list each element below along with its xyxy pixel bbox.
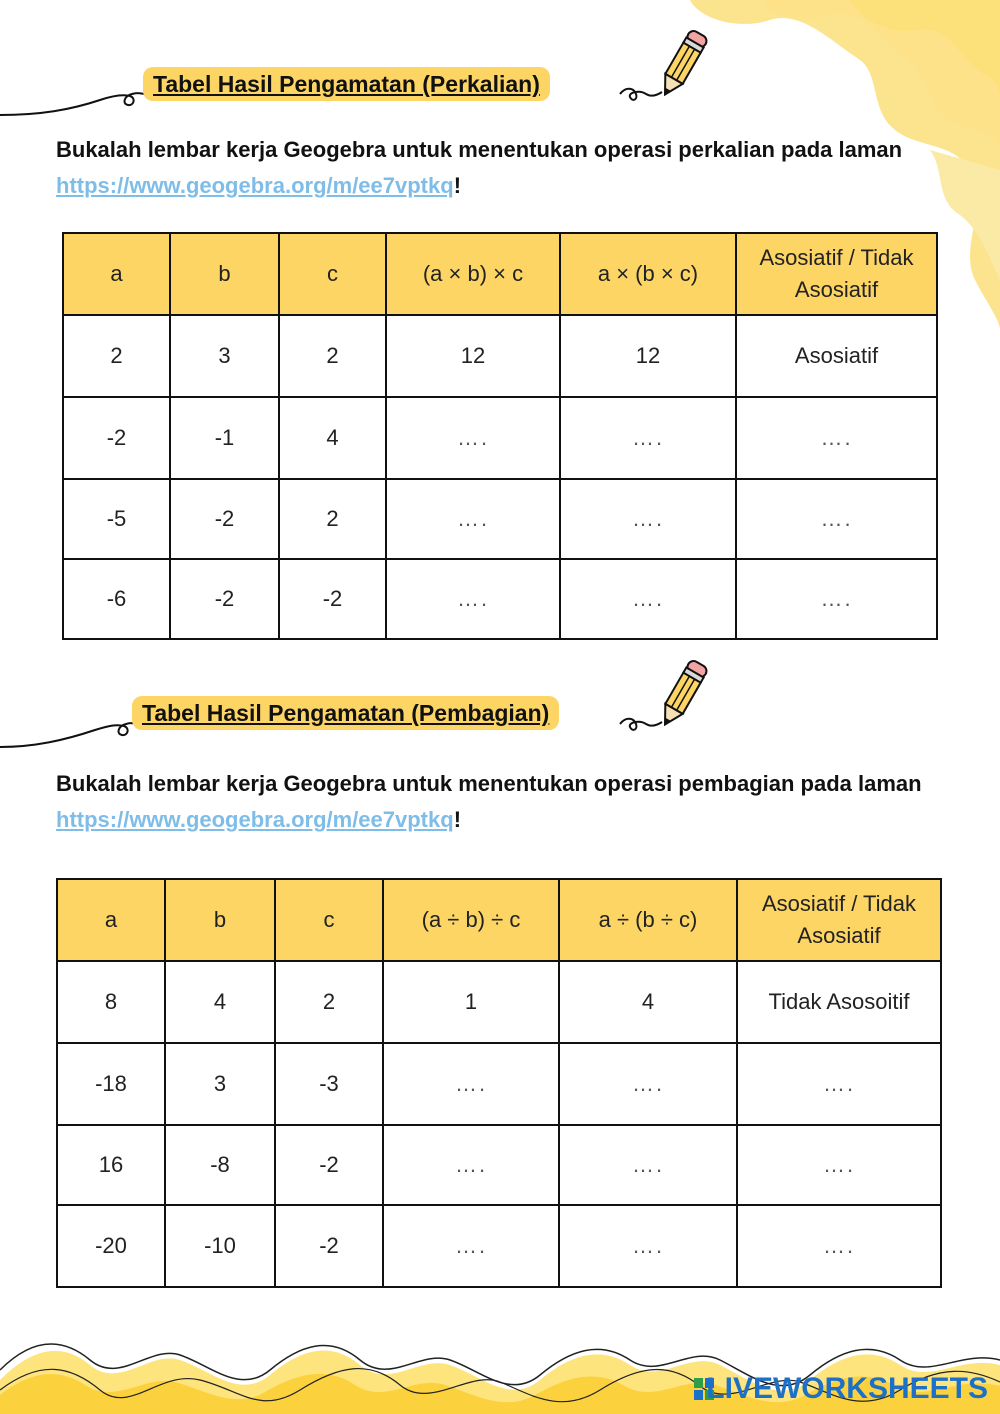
swirl-line-left-2 bbox=[0, 712, 140, 752]
table-cell: -8 bbox=[165, 1125, 275, 1205]
answer-blank[interactable]: …. bbox=[736, 397, 937, 479]
table-cell: -1 bbox=[170, 397, 279, 479]
header-cell: a × (b × c) bbox=[560, 233, 736, 315]
table-cell: -2 bbox=[63, 397, 170, 479]
answer-blank[interactable]: …. bbox=[737, 1125, 941, 1205]
table-cell: -2 bbox=[170, 559, 279, 639]
table-row bbox=[57, 1125, 941, 1205]
table-row bbox=[57, 1205, 941, 1287]
answer-blank[interactable]: …. bbox=[560, 479, 736, 559]
liveworksheets-brand: LIVEWORKSHEETS bbox=[706, 1372, 988, 1405]
pencil-icon bbox=[652, 25, 712, 105]
pencil-icon bbox=[652, 655, 712, 735]
table-cell: -3 bbox=[275, 1043, 383, 1125]
table-row bbox=[57, 961, 941, 1043]
answer-blank[interactable]: …. bbox=[383, 1125, 559, 1205]
answer-blank[interactable]: …. bbox=[559, 1125, 737, 1205]
table-cell: -6 bbox=[63, 559, 170, 639]
table-cell: -2 bbox=[279, 559, 386, 639]
table-cell: 3 bbox=[165, 1043, 275, 1125]
header-cell: c bbox=[275, 879, 383, 961]
header-cell: Asosiatif / Tidak Asosiatif bbox=[737, 879, 941, 961]
header-cell: a ÷ (b ÷ c) bbox=[559, 879, 737, 961]
table-cell: 16 bbox=[57, 1125, 165, 1205]
table-cell: 2 bbox=[63, 315, 170, 397]
table-row bbox=[63, 559, 937, 639]
table-cell: -18 bbox=[57, 1043, 165, 1125]
header-cell: b bbox=[170, 233, 279, 315]
header-cell: (a ÷ b) ÷ c bbox=[383, 879, 559, 961]
table-cell: 12 bbox=[560, 315, 736, 397]
header-cell: Asosiatif / Tidak Asosiatif bbox=[736, 233, 937, 315]
table-cell: Tidak Asosoitif bbox=[737, 961, 941, 1043]
table-cell: -5 bbox=[63, 479, 170, 559]
table-cell: -2 bbox=[170, 479, 279, 559]
section1-intro-text: Bukalah lembar kerja Geogebra untuk menentukan operasi perkalian pada laman bbox=[56, 137, 903, 162]
table-cell: 4 bbox=[279, 397, 386, 479]
answer-blank[interactable]: …. bbox=[737, 1043, 941, 1125]
table-cell: -20 bbox=[57, 1205, 165, 1287]
table-cell: 2 bbox=[279, 479, 386, 559]
header-cell: b bbox=[165, 879, 275, 961]
table-cell: 12 bbox=[386, 315, 560, 397]
answer-blank[interactable]: …. bbox=[736, 559, 937, 639]
table-cell: 4 bbox=[165, 961, 275, 1043]
section2-title: Tabel Hasil Pengamatan (Pembagian) bbox=[132, 696, 559, 730]
section2-intro-text: Bukalah lembar kerja Geogebra untuk menentukan operasi pembagian pada laman bbox=[56, 771, 922, 796]
answer-blank[interactable]: …. bbox=[559, 1205, 737, 1287]
header-cell: a bbox=[57, 879, 165, 961]
table-cell: 2 bbox=[279, 315, 386, 397]
answer-blank[interactable]: …. bbox=[560, 397, 736, 479]
answer-blank[interactable]: …. bbox=[383, 1205, 559, 1287]
table-row bbox=[63, 479, 937, 559]
table-cell: -2 bbox=[275, 1205, 383, 1287]
section1-geogebra-link[interactable]: https://www.geogebra.org/m/ee7vptkq bbox=[56, 173, 454, 198]
table-header-row bbox=[57, 879, 941, 961]
division-table bbox=[56, 878, 942, 1288]
table-cell: 8 bbox=[57, 961, 165, 1043]
table-cell: Asosiatif bbox=[736, 315, 937, 397]
section1-suffix: ! bbox=[453, 173, 462, 198]
table-header-row bbox=[63, 233, 937, 315]
answer-blank[interactable]: …. bbox=[736, 479, 937, 559]
swirl-line-left-1 bbox=[0, 82, 150, 122]
answer-blank[interactable]: …. bbox=[383, 1043, 559, 1125]
answer-blank[interactable]: …. bbox=[386, 397, 560, 479]
header-cell: c bbox=[279, 233, 386, 315]
section1-instruction bbox=[56, 132, 936, 204]
table-row bbox=[63, 397, 937, 479]
section2-suffix: ! bbox=[453, 807, 462, 832]
answer-blank[interactable]: …. bbox=[386, 559, 560, 639]
table-cell: 2 bbox=[275, 961, 383, 1043]
section2-geogebra-link[interactable]: https://www.geogebra.org/m/ee7vptkq bbox=[56, 807, 454, 832]
answer-blank[interactable]: …. bbox=[560, 559, 736, 639]
table-cell: -10 bbox=[165, 1205, 275, 1287]
table-cell: 4 bbox=[559, 961, 737, 1043]
table-cell: -2 bbox=[275, 1125, 383, 1205]
multiplication-table bbox=[62, 232, 938, 640]
section1-title: Tabel Hasil Pengamatan (Perkalian) bbox=[143, 67, 550, 101]
table-cell: 3 bbox=[170, 315, 279, 397]
answer-blank[interactable]: …. bbox=[386, 479, 560, 559]
table-cell: 1 bbox=[383, 961, 559, 1043]
header-cell: a bbox=[63, 233, 170, 315]
section2-instruction bbox=[56, 766, 936, 838]
table-row bbox=[63, 315, 937, 397]
answer-blank[interactable]: …. bbox=[737, 1205, 941, 1287]
answer-blank[interactable]: …. bbox=[559, 1043, 737, 1125]
header-cell: (a × b) × c bbox=[386, 233, 560, 315]
table-row bbox=[57, 1043, 941, 1125]
